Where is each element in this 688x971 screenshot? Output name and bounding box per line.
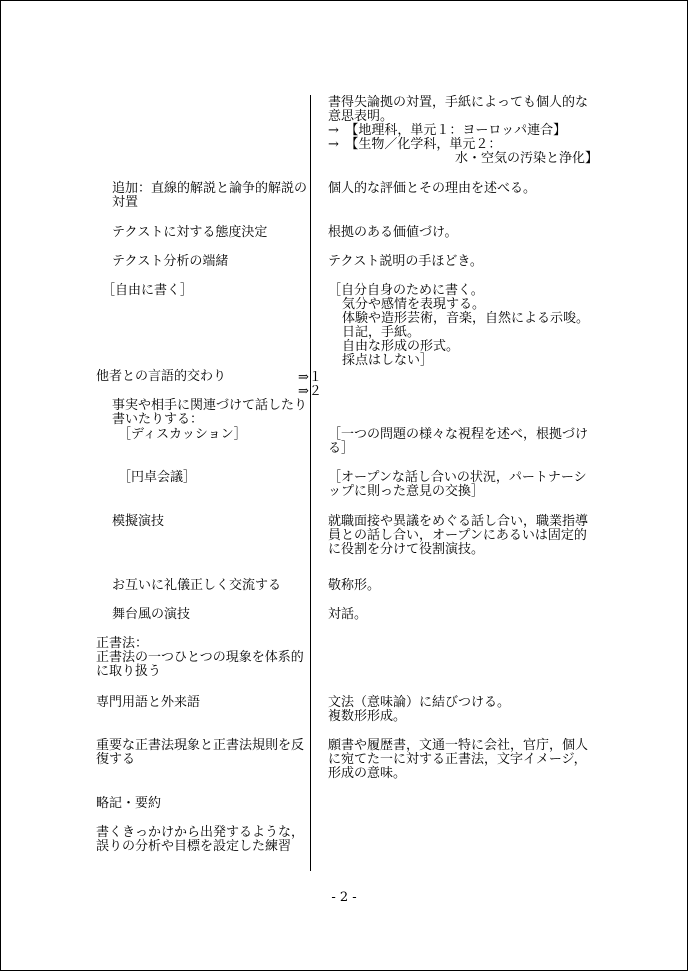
left-cell-r9: 模擬演技 (112, 514, 165, 529)
right-text: ［自分自身のために書く。 (328, 283, 484, 298)
right-text: 文法（意味論）に結びつける。 (328, 695, 511, 710)
left-text: 正書法の一つひとつの現象を体系的に取り扱う (96, 650, 304, 679)
left-cell-r2: テクストに対する態度決定 (112, 225, 268, 240)
left-cell-r1: 追加：直線的解説と論争的解説の対置 (112, 181, 308, 210)
right-text: 複数形形成。 (328, 709, 407, 724)
right-cell-r11: 対話。 (328, 607, 368, 622)
column-divider (310, 95, 311, 871)
right-cell-r9: 就職面接や異議をめぐる話し合い，職業指導員との話し合い，オープンにあるいは固定的に役割を分けて役割演技。 (328, 514, 589, 557)
section-heading: 正書法： (96, 636, 149, 651)
right-cell-r10: 敬称形。 (328, 578, 381, 593)
right-text: → 【生物／化学科，単元２： (328, 137, 502, 152)
left-cell-r7: ［ディスカッション］ (118, 427, 247, 442)
left-cell-r8: ［円卓会議］ (118, 470, 197, 485)
page-number: - 2 - (331, 890, 357, 905)
right-text: 日記，手紙。 (342, 325, 421, 340)
right-text: 書得失論拠の対置，手紙によっても個人的な意思表明。 (328, 95, 589, 124)
right-cell-r7: ［一つの問題の様々な視程を述べ，根拠づける］ (328, 427, 589, 456)
right-cell-r0 (328, 96, 598, 166)
left-cell-r3: テクスト分析の端緒 (112, 254, 229, 269)
right-text: 気分や感情を表現する。 (342, 297, 486, 312)
left-cell-r6: 事実や相手に関連づけて話したり書いたりする： (112, 398, 308, 427)
arrow-ref-1: ⇒１ (298, 370, 322, 385)
right-text: 水・空気の汚染と浄化】 (454, 151, 598, 166)
left-cell-r11: 舞台風の演技 (112, 607, 191, 622)
left-cell-r13: 専門用語と外来語 (96, 695, 201, 710)
left-cell-r15: 略記・要約 (96, 796, 162, 811)
right-cell-r14: 願書や履歴書，文通一特に会社，官庁，個人に宛てた一に対する正書法，文字イメージ，形成の意味。 (328, 738, 589, 781)
right-cell-r2: 根拠のある価値づけ。 (328, 225, 458, 240)
left-cell-r16: 書くきっかけから出発するような，誤りの分析や目標を設定した練習 (96, 825, 305, 854)
left-cell-r4: ［自由に書く］ (102, 283, 194, 298)
right-cell-r13 (328, 696, 598, 724)
right-cell-r3: テクスト説明の手ほどき。 (328, 254, 483, 269)
right-cell-r4 (328, 284, 598, 368)
right-text: 自由な形成の形式。 (342, 339, 460, 354)
left-cell-r14: 重要な正書法現象と正書法規則を反復する (96, 738, 305, 767)
left-cell-r10: お互いに礼儀正しく交流する (112, 578, 282, 593)
right-text: 体験や造形芸術，音楽，自然による示唆。 (342, 311, 590, 326)
right-cell-r8: ［オープンな話し合いの状況，パートナーシップに則った意見の交換］ (328, 470, 587, 499)
right-text: → 【地理科，単元１：ヨーロッパ連合】 (328, 123, 567, 138)
left-cell-r12 (96, 637, 308, 679)
left-cell-r5: 他者との言語的交わり (96, 369, 227, 384)
arrow-ref-2: ⇒２ (298, 384, 322, 399)
right-text: 採点はしない］ (342, 353, 434, 368)
right-cell-r1: 個人的な評価とその理由を述べる。 (328, 181, 537, 196)
